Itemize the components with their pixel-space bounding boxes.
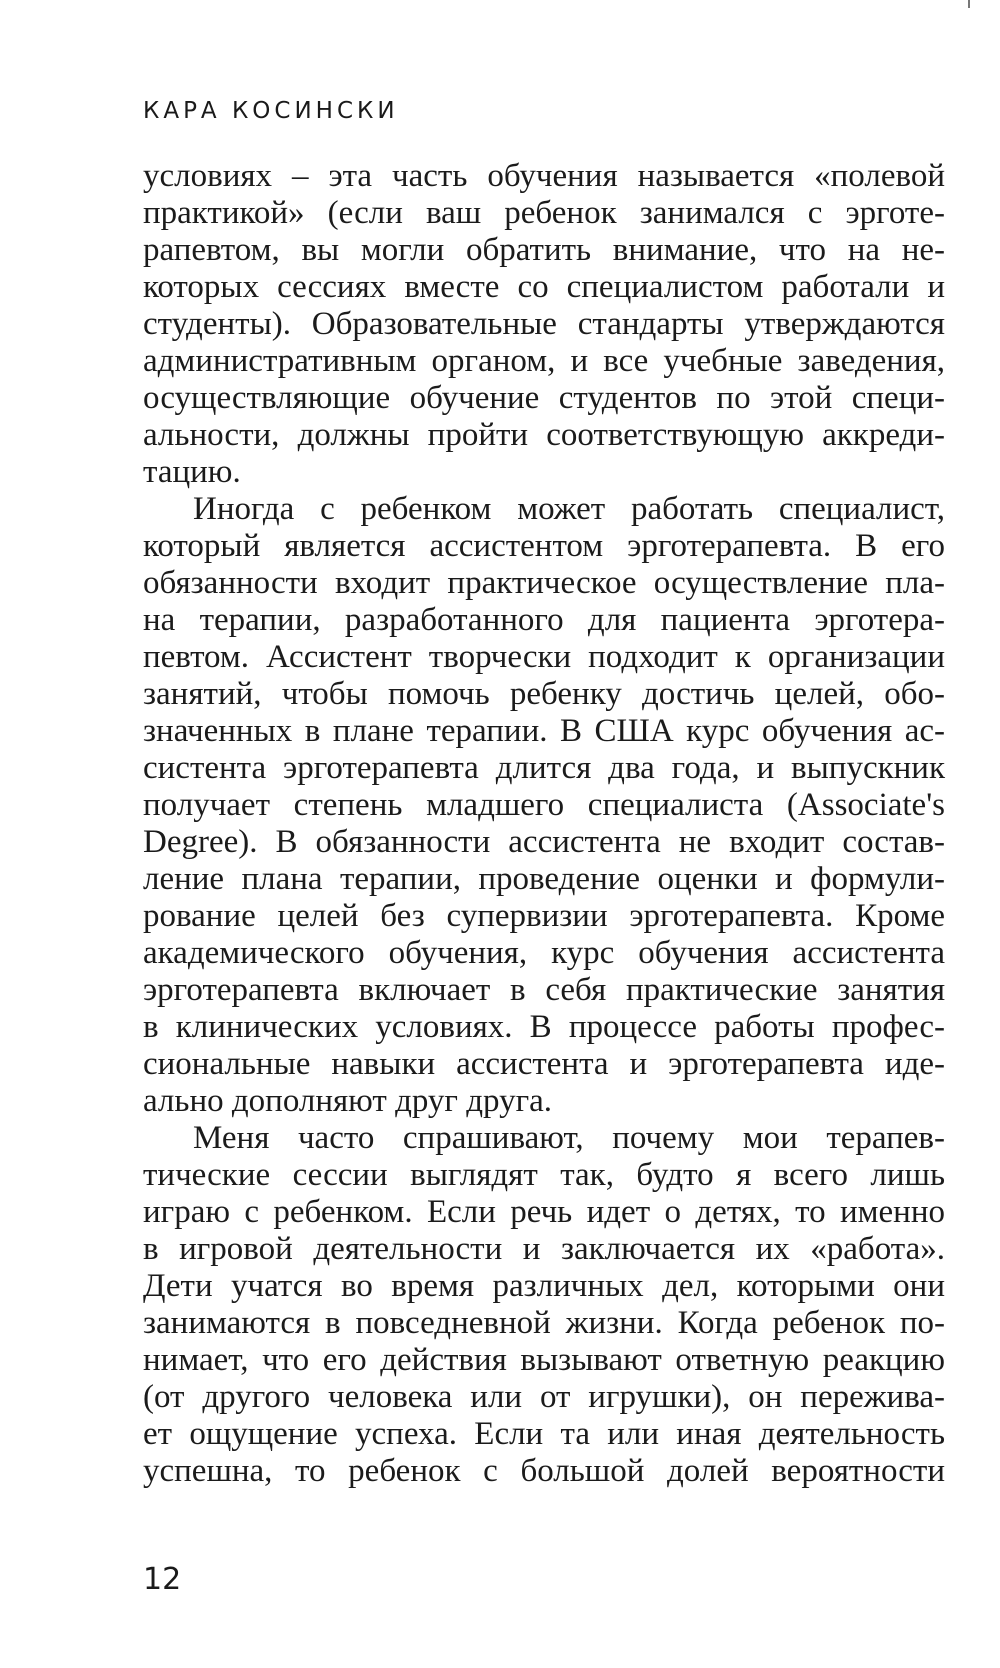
text-line: который является ассистентом эрготерапевта. В его (143, 528, 945, 564)
text-line: осуществляющие обучение студентов по этой специ- (143, 380, 945, 416)
text-line: студенты). Образовательные стандарты утверждаются (143, 306, 945, 342)
text-line: тацию. (143, 454, 241, 490)
text-line: рапевтом, вы могли обратить внимание, что на не- (143, 232, 945, 268)
running-head: КАРА КОСИНСКИ (143, 98, 399, 124)
margin-mark (968, 0, 970, 8)
text-line: Иногда с ребенком может работать специалист, (193, 491, 945, 527)
text-line: Degree). В обязанности ассистента не входит состав- (143, 824, 945, 860)
text-line: ально дополняют друг друга. (143, 1083, 553, 1119)
text-line: значенных в плане терапии. В США курс обучения ас- (143, 713, 945, 749)
text-line: систента эрготерапевта длится два года, и выпускник (143, 750, 945, 786)
text-line: Дети учатся во время различных дел, которыми они (143, 1268, 945, 1304)
text-line: практикой» (если ваш ребенок занимался с эрготе- (143, 195, 945, 231)
text-line: на терапии, разработанного для пациента эрготера- (143, 602, 945, 638)
text-line: занятий, чтобы помочь ребенку достичь целей, обо- (143, 676, 945, 712)
text-line: играю с ребенком. Если речь идет о детях, то именно (143, 1194, 945, 1230)
text-line: Меня часто спрашивают, почему мои терапев- (193, 1120, 945, 1156)
text-line: эрготерапевта включает в себя практические занятия (143, 972, 945, 1008)
text-line: альности, должны пройти соответствующую аккреди- (143, 417, 945, 453)
text-line: успешна, то ребенок с большой долей вероятности (143, 1453, 945, 1489)
text-line: академического обучения, курс обучения ассистента (143, 935, 945, 971)
paragraph-2 (143, 491, 945, 1120)
text-line: занимаются в повседневной жизни. Когда ребенок по- (143, 1305, 945, 1341)
text-line: административным органом, и все учебные заведения, (143, 343, 945, 379)
page-number: 12 (143, 1562, 182, 1597)
text-line: которых сессиях вместе со специалистом работали и (143, 269, 945, 305)
text-line: ление плана терапии, проведение оценки и формули- (143, 861, 945, 897)
text-line: обязанности входит практическое осуществление пла- (143, 565, 945, 601)
text-line: в игровой деятельности и заключается их «работа». (143, 1231, 945, 1267)
text-line: (от другого человека или от игрушки), он пережива- (143, 1379, 945, 1415)
text-line: нимает, что его действия вызывают ответную реакцию (143, 1342, 945, 1378)
text-line: получает степень младшего специалиста (Associate's (143, 787, 945, 823)
text-line: тические сессии выглядят так, будто я всего лишь (143, 1157, 945, 1193)
text-line: сиональные навыки ассистента и эрготерапевта иде- (143, 1046, 945, 1082)
paragraph-1 (143, 158, 945, 491)
paragraph-3 (143, 1120, 945, 1490)
text-line: в клинических условиях. В процессе работы профес- (143, 1009, 945, 1045)
text-line: певтом. Ассистент творчески подходит к организации (143, 639, 945, 675)
body-text (143, 158, 945, 1490)
text-line: условиях – эта часть обучения называется «полевой (143, 158, 945, 194)
text-line: рование целей без супервизии эрготерапевта. Кроме (143, 898, 945, 934)
text-line: ет ощущение успеха. Если та или иная деятельность (143, 1416, 945, 1452)
